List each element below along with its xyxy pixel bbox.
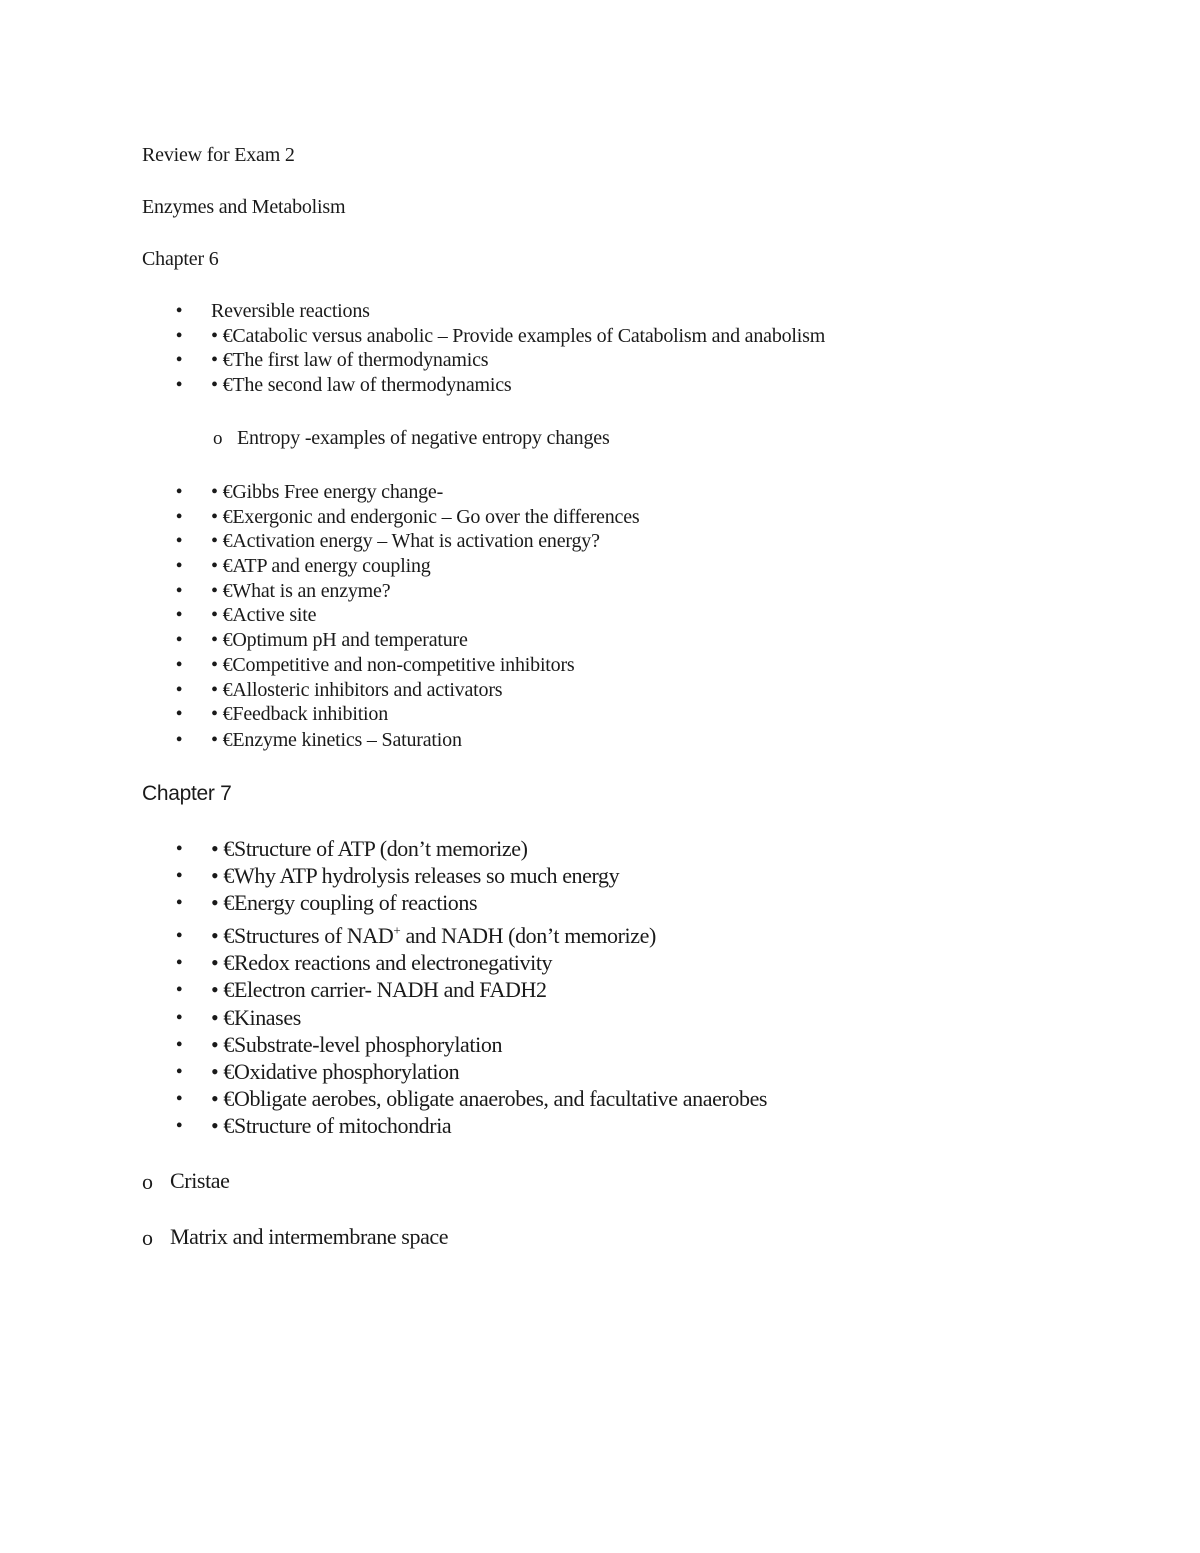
list-item-text: • €Structure of ATP (don’t memorize): [211, 836, 528, 861]
list-item-text: • €Why ATP hydrolysis releases so much energy: [211, 863, 620, 888]
bullet-icon: •: [175, 1061, 183, 1083]
bullet-icon: •: [175, 1115, 183, 1137]
list-item-text: [211, 924, 656, 948]
bullet-icon: •: [175, 604, 183, 626]
bullet-icon: •: [175, 1088, 183, 1110]
list-item-text: • €The second law of thermodynamics: [211, 374, 512, 396]
nad-suffix: and NADH (don’t memorize): [400, 923, 656, 948]
document-title: Review for Exam 2: [142, 144, 295, 166]
circle-bullet-icon: o: [142, 1169, 153, 1194]
list-item-text: • €Structure of mitochondria: [211, 1113, 452, 1138]
list-item-text: • €Activation energy – What is activation energy?: [211, 530, 600, 552]
bullet-icon: •: [175, 481, 183, 503]
list-item-text: • €Obligate aerobes, obligate anaerobes, and facultative anaerobes: [211, 1086, 768, 1111]
list-item-text: • €The first law of thermodynamics: [211, 349, 489, 371]
sub-item-text: Entropy -examples of negative entropy changes: [237, 427, 610, 449]
list-item-text: • €Optimum pH and temperature: [211, 629, 468, 651]
sub-item-text: Matrix and intermembrane space: [170, 1224, 449, 1249]
list-item-text: • €Allosteric inhibitors and activators: [211, 679, 503, 701]
list-item-text: • €Catabolic versus anabolic – Provide examples of Catabolism and anabolism: [211, 325, 826, 347]
list-item-text: • €Gibbs Free energy change-: [211, 481, 444, 503]
bullet-icon: •: [175, 729, 183, 751]
list-item-text: • €Redox reactions and electronegativity: [211, 950, 553, 975]
chapter-6-heading: Chapter 6: [142, 248, 219, 270]
list-item-text: • €Energy coupling of reactions: [211, 890, 478, 915]
bullet-icon: •: [175, 1007, 183, 1029]
list-item-text: • €Kinases: [211, 1005, 301, 1030]
bullet-icon: •: [175, 374, 183, 396]
bullet-icon: •: [175, 555, 183, 577]
bullet-icon: •: [175, 925, 183, 947]
circle-bullet-icon: o: [213, 428, 223, 449]
list-item-text: • €Exergonic and endergonic – Go over the differences: [211, 506, 640, 528]
bullet-icon: •: [175, 703, 183, 725]
bullet-icon: •: [175, 892, 183, 914]
list-item-text: • €Enzyme kinetics – Saturation: [211, 729, 462, 751]
bullet-icon: •: [175, 979, 183, 1001]
bullet-icon: •: [175, 580, 183, 602]
list-item-text: • €Substrate-level phosphorylation: [211, 1032, 503, 1057]
bullet-icon: •: [175, 629, 183, 651]
chapter-7-heading: Chapter 7: [142, 782, 232, 805]
document-subtitle: Enzymes and Metabolism: [142, 196, 346, 218]
list-item-text: • €Active site: [211, 604, 317, 626]
list-item-text: • €Electron carrier- NADH and FADH2: [211, 977, 547, 1002]
bullet-icon: •: [175, 325, 183, 347]
nad-text: • €Structures of NAD: [211, 923, 394, 948]
list-item-text: • €Feedback inhibition: [211, 703, 389, 725]
list-item-text: • €Oxidative phosphorylation: [211, 1059, 460, 1084]
sub-item-text: Cristae: [170, 1168, 230, 1193]
nad-superscript: +: [393, 922, 401, 938]
bullet-icon: •: [175, 300, 183, 322]
bullet-icon: •: [175, 952, 183, 974]
bullet-icon: •: [175, 679, 183, 701]
list-item-text: • €ATP and energy coupling: [211, 555, 431, 577]
bullet-icon: •: [175, 865, 183, 887]
bullet-icon: •: [175, 530, 183, 552]
circle-bullet-icon: o: [142, 1225, 153, 1250]
list-item-text: • €Competitive and non-competitive inhibitors: [211, 654, 575, 676]
bullet-icon: •: [175, 654, 183, 676]
bullet-icon: •: [175, 838, 183, 860]
bullet-icon: •: [175, 1034, 183, 1056]
list-item-text: • €What is an enzyme?: [211, 580, 391, 602]
list-item-text: Reversible reactions: [211, 300, 370, 322]
bullet-icon: •: [175, 506, 183, 528]
bullet-icon: •: [175, 349, 183, 371]
